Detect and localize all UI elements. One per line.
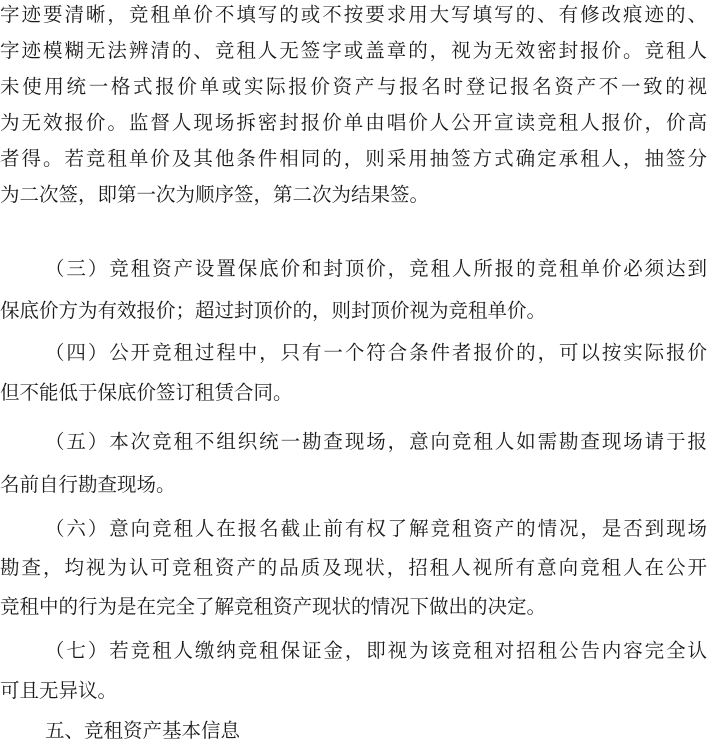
text-line: 为无效报价。监督人现场拆密封报价单由唱价人公开宣读竞租人报价，价高 [0, 111, 707, 134]
section-heading: 五、竞租资产基本信息 [45, 719, 241, 742]
text-line: 竞租中的行为是在完全了解竞租资产现状的情况下做出的决定。 [0, 595, 547, 618]
text-line: 字迹模糊无法辨清的、竞租人无签字或盖章的，视为无效密封报价。竞租人 [0, 39, 707, 62]
text-line: 为二次签，即第一次为顺序签，第二次为结果签。 [0, 183, 430, 206]
text-line: 名前自行勘查现场。 [0, 473, 176, 496]
text-line: 字迹要清晰，竞租单价不填写的或不按要求用大写填写的、有修改痕迹的、 [0, 3, 707, 26]
text-line: 保底价方为有效报价；超过封顶价的，则封顶价视为竞租单价。 [0, 299, 547, 322]
text-line: 勘查，均视为认可竞租资产的品质及现状，招租人视所有意向竞租人在公开 [0, 556, 707, 579]
text-line: （五）本次竞租不组织统一勘查现场，意向竞租人如需勘查现场请于报 [45, 430, 707, 453]
text-line: （七）若竞租人缴纳竞租保证金，即视为该竞租对招租公告内容完全认 [45, 639, 707, 662]
text-line: （四）公开竞租过程中，只有一个符合条件者报价的，可以按实际报价 [45, 341, 707, 364]
text-line: 但不能低于保底价签订租赁合同。 [0, 381, 293, 404]
text-line: （六）意向竞租人在报名截止前有权了解竞租资产的情况，是否到现场 [45, 517, 707, 540]
text-line: 者得。若竞租单价及其他条件相同的，则采用抽签方式确定承租人，抽签分 [0, 147, 707, 170]
text-line: （三）竞租资产设置保底价和封顶价，竞租人所报的竞租单价必须达到 [45, 257, 707, 280]
text-line: 未使用统一格式报价单或实际报价资产与报名时登记报名资产不一致的视 [0, 75, 707, 98]
text-line: 可且无异议。 [0, 679, 118, 702]
